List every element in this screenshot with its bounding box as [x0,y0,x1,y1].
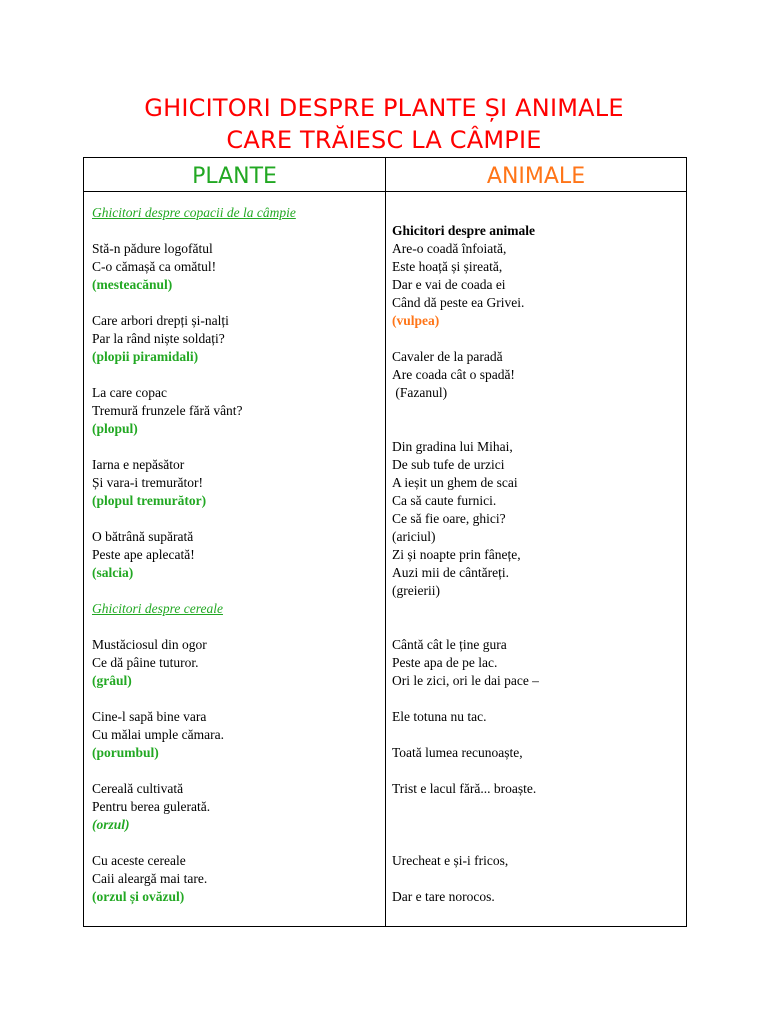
riddle-line: Cu mălai umple cămara. [92,727,224,742]
animale-column [392,204,682,906]
riddle-answer: (vulpea) [392,313,440,328]
riddle-answer: (Fazanul) [392,385,448,400]
riddle-line: Cu aceste cereale [92,853,186,868]
riddle-line: Cântă cât le ține gura [392,637,507,652]
section-heading-cereale: Ghicitori despre cereale [92,601,223,616]
riddle-line: Tremură frunzele fără vânt? [92,403,243,418]
riddle-line: Ca să caute furnici. [392,493,497,508]
riddle-line: Iarna e nepăsător [92,457,185,472]
animale-header: ANIMALE [486,164,586,189]
riddle-line: C-o cămașă ca omătul! [92,259,217,274]
riddle-answer: (salcia) [92,565,134,580]
riddle-line: Ele totuna nu tac. [392,709,487,724]
riddle-line: Este hoață și șireată, [392,259,503,274]
riddle-line: Ce dă pâine tuturor. [92,655,199,670]
section-heading-animale: Ghicitori despre animale [392,223,535,238]
riddle-line: Cine-l sapă bine vara [92,709,207,724]
riddle-line: Auzi mii de cântăreți. [392,565,509,580]
riddle-line: Mustăciosul din ogor [92,637,207,652]
riddle-answer: (plopul tremurător) [92,493,207,508]
riddle-line: Peste apa de pe lac. [392,655,498,670]
riddle-answer: (ariciul) [392,529,436,544]
riddles-table [83,157,687,927]
riddle-line: Pentru berea gulerată. [92,799,211,814]
riddle-line: Urecheat e și-i fricos, [392,853,509,868]
riddle-line: Toată lumea recunoaște, [392,745,523,760]
riddle-answer: (greierii) [392,583,440,598]
riddle-line: Peste ape aplecată! [92,547,195,562]
riddle-line: Din gradina lui Mihai, [392,439,513,454]
riddle-answer: (grâul) [92,673,132,688]
riddle-line: Și vara-i tremurător! [92,475,203,490]
page-title-line-2: CARE TRĂIESC LA CÂMPIE [226,126,542,154]
riddle-line: La care copac [92,385,167,400]
riddle-answer: (plopul) [92,421,138,436]
riddle-line: Dar e vai de coada ei [392,277,506,292]
riddle-line: Când dă peste ea Grivei. [392,295,525,310]
riddle-line: Ce să fie oare, ghici? [392,511,506,526]
riddle-line: Cereală cultivată [92,781,184,796]
riddle-line: Are-o coadă înfoiată, [392,241,507,256]
plante-header: PLANTE [192,164,277,189]
column-divider [385,158,386,926]
riddle-answer: (orzul și ovăzul) [92,889,185,904]
riddle-line: Are coada cât o spadă! [392,367,515,382]
header-divider [84,191,686,192]
riddle-answer: (mesteacănul) [92,277,173,292]
riddle-line: Cavaler de la paradă [392,349,503,364]
riddle-line: O bătrână supărată [92,529,194,544]
section-heading-copaci: Ghicitori despre copacii de la câmpie [92,205,296,220]
riddle-line: Trist e lacul fără... broaște. [392,781,537,796]
riddle-line: Ori le zici, ori le dai pace – [392,673,539,688]
plante-column [92,204,382,906]
page-title-line-1: GHICITORI DESPRE PLANTE ȘI ANIMALE [144,94,624,122]
riddle-line: Zi și noapte prin fânețe, [392,547,521,562]
riddle-line: Care arbori drepți și-nalți [92,313,229,328]
riddle-line: A ieșit un ghem de scai [392,475,518,490]
riddle-answer: (orzul) [92,817,130,832]
riddle-line: De sub tufe de urzici [392,457,505,472]
riddle-answer: (plopii piramidali) [92,349,199,364]
riddle-answer: (porumbul) [92,745,159,760]
riddle-line: Stă-n pădure logofătul [92,241,213,256]
riddle-line: Dar e tare norocos. [392,889,495,904]
riddle-line: Caii aleargă mai tare. [92,871,208,886]
riddle-line: Par la rând niște soldați? [92,331,225,346]
